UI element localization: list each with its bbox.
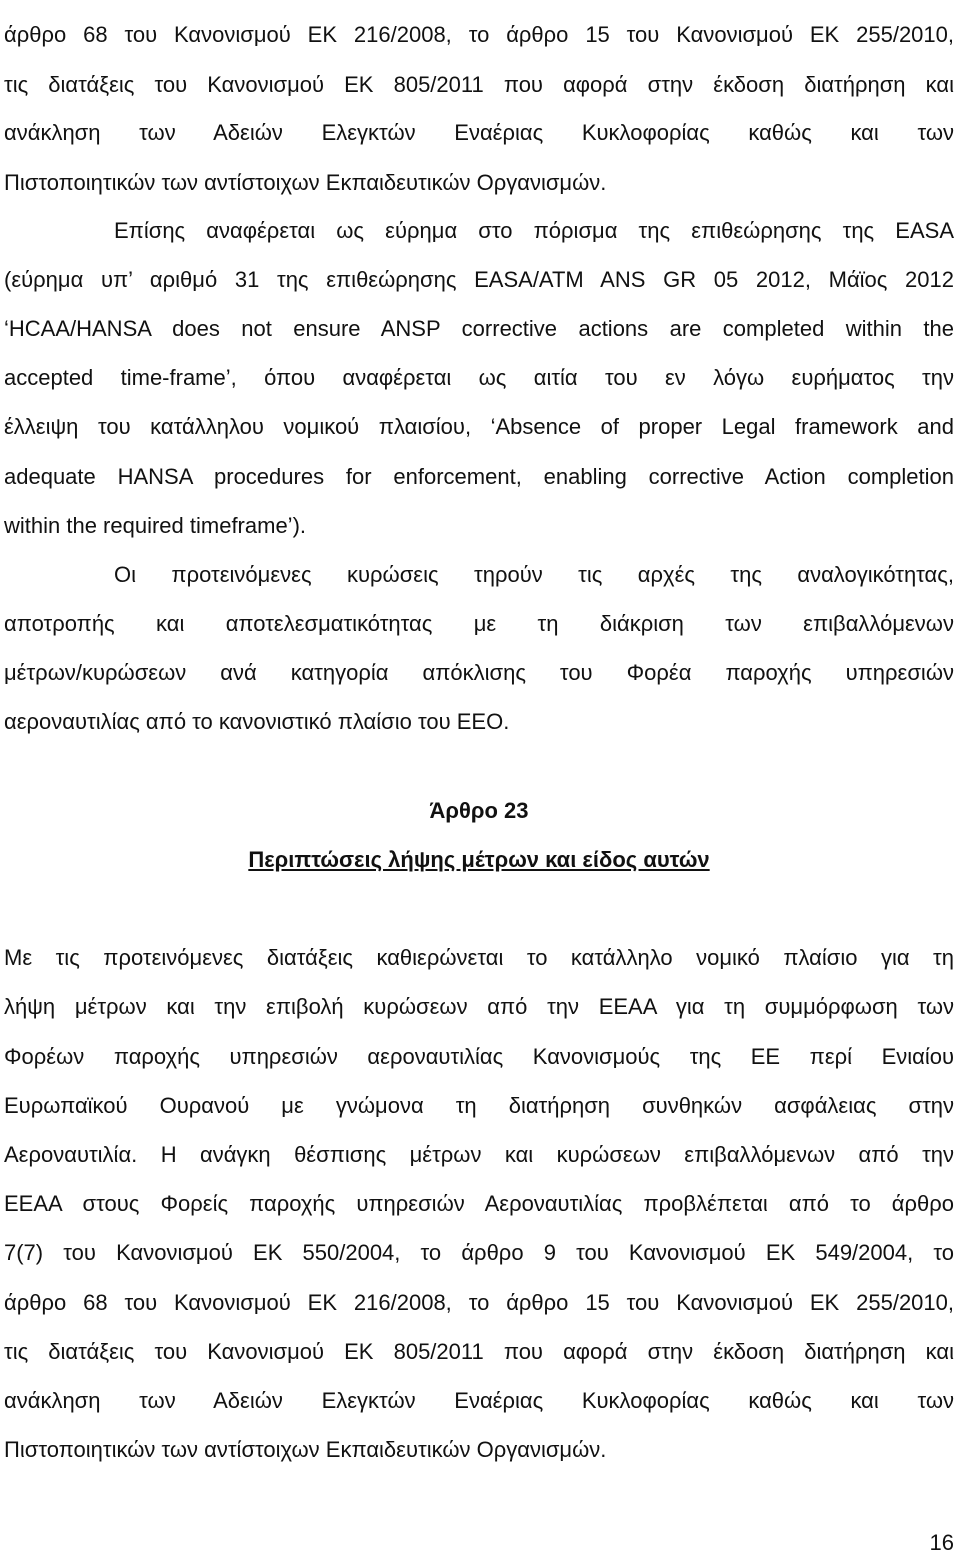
text-line: adequate HANSA procedures for enforcement, enabling corrective Action completion (4, 464, 954, 489)
text-line: Οι προτεινόμενες κυρώσεις τηρούν τις αρχές της αναλογικότητας, (114, 562, 954, 587)
text-line: Φορέων παροχής υπηρεσιών αεροναυτιλίας Κανονισμούς της ΕΕ περί Ενιαίου (4, 1044, 954, 1069)
text-line: (εύρημα υπ’ αριθμό 31 της επιθεώρησης EASA/ATM ANS GR 05 2012, Μάϊος 2012 (4, 267, 954, 292)
text-line: accepted time-frame’, όπου αναφέρεται ως αιτία του εν λόγω ευρήματος την (4, 365, 954, 390)
text-line: αποτροπής και αποτελεσματικότητας με τη διάκριση των επιβαλλόμενων (4, 611, 954, 636)
text-line: ΕΕΑΑ στους Φορείς παροχής υπηρεσιών Αεροναυτιλίας προβλέπεται από το άρθρο (4, 1191, 954, 1216)
text-line: αεροναυτιλίας από το κανονιστικό πλαίσιο του ΕΕΟ. (4, 709, 510, 734)
text-line: 7(7) του Κανονισμού ΕΚ 550/2004, το άρθρο 9 του Κανονισμού ΕΚ 549/2004, το (4, 1240, 954, 1265)
text-line: within the required timeframe’). (4, 513, 307, 538)
text-line: Επίσης αναφέρεται ως εύρημα στο πόρισμα της επιθεώρησης της EASA (114, 218, 954, 243)
text-line: Αεροναυτιλία. Η ανάγκη θέσπισης μέτρων και κυρώσεων επιβαλλόμενων από την (4, 1142, 954, 1167)
text-line: λήψη μέτρων και την επιβολή κυρώσεων από την ΕΕΑΑ για τη συμμόρφωση των (4, 994, 954, 1019)
text-line: Ευρωπαϊκού Ουρανού με γνώμονα τη διατήρηση συνθηκών ασφάλειας στην (4, 1093, 954, 1118)
text-line: ‘HCAA/HANSA does not ensure ANSP corrective actions are completed within the (4, 316, 954, 341)
text-line: ανάκληση των Αδειών Ελεγκτών Εναέριας Κυκλοφορίας καθώς και των (4, 120, 954, 145)
text-line: Με τις προτεινόμενες διατάξεις καθιερώνεται το κατάλληλο νομικό πλαίσιο για τη (4, 945, 954, 970)
text-line: άρθρο 68 του Κανονισμού ΕΚ 216/2008, το άρθρο 15 του Κανονισμού ΕΚ 255/2010, (4, 22, 954, 47)
article-title: Περιπτώσεις λήψης μέτρων και είδος αυτών (248, 847, 710, 872)
text-line: μέτρων/κυρώσεων ανά κατηγορία απόκλισης του Φορέα παροχής υπηρεσιών (4, 660, 954, 685)
page-number: 16 (929, 1530, 954, 1555)
text-line: άρθρο 68 του Κανονισμού ΕΚ 216/2008, το άρθρο 15 του Κανονισμού ΕΚ 255/2010, (4, 1290, 954, 1315)
text-line: έλλειψη του κατάλληλου νομικού πλαισίου, ‘Absence of proper Legal framework and (4, 414, 954, 439)
article-number: Άρθρο 23 (429, 798, 529, 823)
text-line: τις διατάξεις του Κανονισμού ΕΚ 805/2011 που αφορά στην έκδοση διατήρηση και (4, 1339, 954, 1364)
text-line: Πιστοποιητικών των αντίστοιχων Εκπαιδευτικών Οργανισμών. (4, 1437, 607, 1462)
text-line: ανάκληση των Αδειών Ελεγκτών Εναέριας Κυκλοφορίας καθώς και των (4, 1388, 954, 1413)
text-line: Πιστοποιητικών των αντίστοιχων Εκπαιδευτικών Οργανισμών. (4, 170, 607, 195)
text-line: τις διατάξεις του Κανονισμού ΕΚ 805/2011 που αφορά στην έκδοση διατήρηση και (4, 72, 954, 97)
